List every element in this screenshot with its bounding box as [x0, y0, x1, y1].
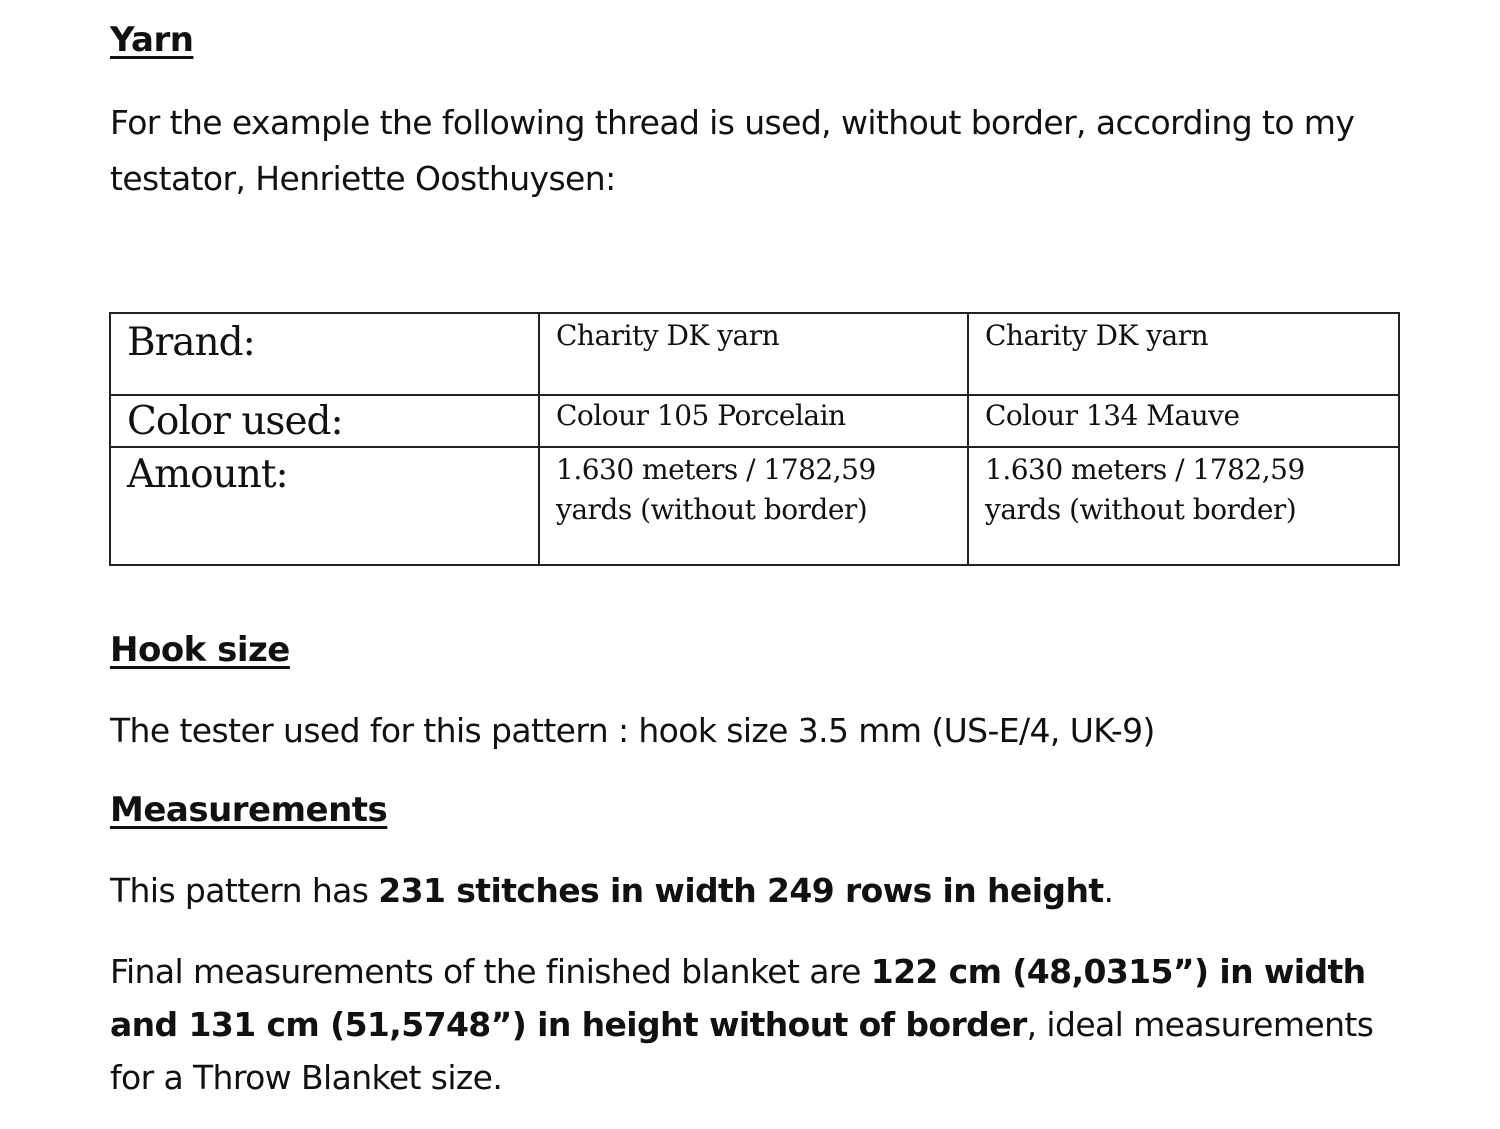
stitches-bold: 231 stitches in width 249 rows in height [378, 871, 1104, 910]
hook-size-heading: Hook size [110, 630, 290, 670]
stitches-text [110, 863, 1113, 919]
color-value-1: Colour 105 Porcelain [539, 395, 968, 447]
final-prefix: Final measurements of the finished blanket are [110, 952, 871, 991]
measurements-heading: Measurements [110, 790, 388, 830]
final-measurements-text [110, 945, 1410, 1104]
table-row-brand [110, 313, 1399, 395]
brand-value-1: Charity DK yarn [539, 313, 968, 395]
yarn-intro-text: For the example the following thread is used, without border, according to my testator, Henriette Oosthuysen: [110, 103, 1355, 198]
table-row-amount [110, 447, 1399, 565]
amount-label: Amount: [110, 447, 539, 565]
color-label: Color used: [110, 395, 539, 447]
stitches-prefix: This pattern has [110, 871, 379, 910]
final-suffix: , ideal measurements for a Throw Blanket size. [110, 1005, 1374, 1097]
hook-size-text: The tester used for this pattern : hook size 3.5 mm (US-E/4, UK-9) [110, 711, 1155, 750]
brand-label: Brand: [110, 313, 539, 395]
amount-value-2: 1.630 meters / 1782,59 yards (without border) [968, 447, 1399, 565]
final-bold: 122 cm (48,0315”) in width and 131 cm (51,5748”) in height without of border [110, 952, 1366, 1044]
amount-value-1: 1.630 meters / 1782,59 yards (without border) [539, 447, 968, 565]
yarn-heading: Yarn [110, 20, 194, 60]
brand-value-2: Charity DK yarn [968, 313, 1399, 395]
stitches-suffix: . [1103, 871, 1114, 910]
table-row-color [110, 395, 1399, 447]
yarn-table [109, 312, 1400, 566]
color-value-2: Colour 134 Mauve [968, 395, 1399, 447]
